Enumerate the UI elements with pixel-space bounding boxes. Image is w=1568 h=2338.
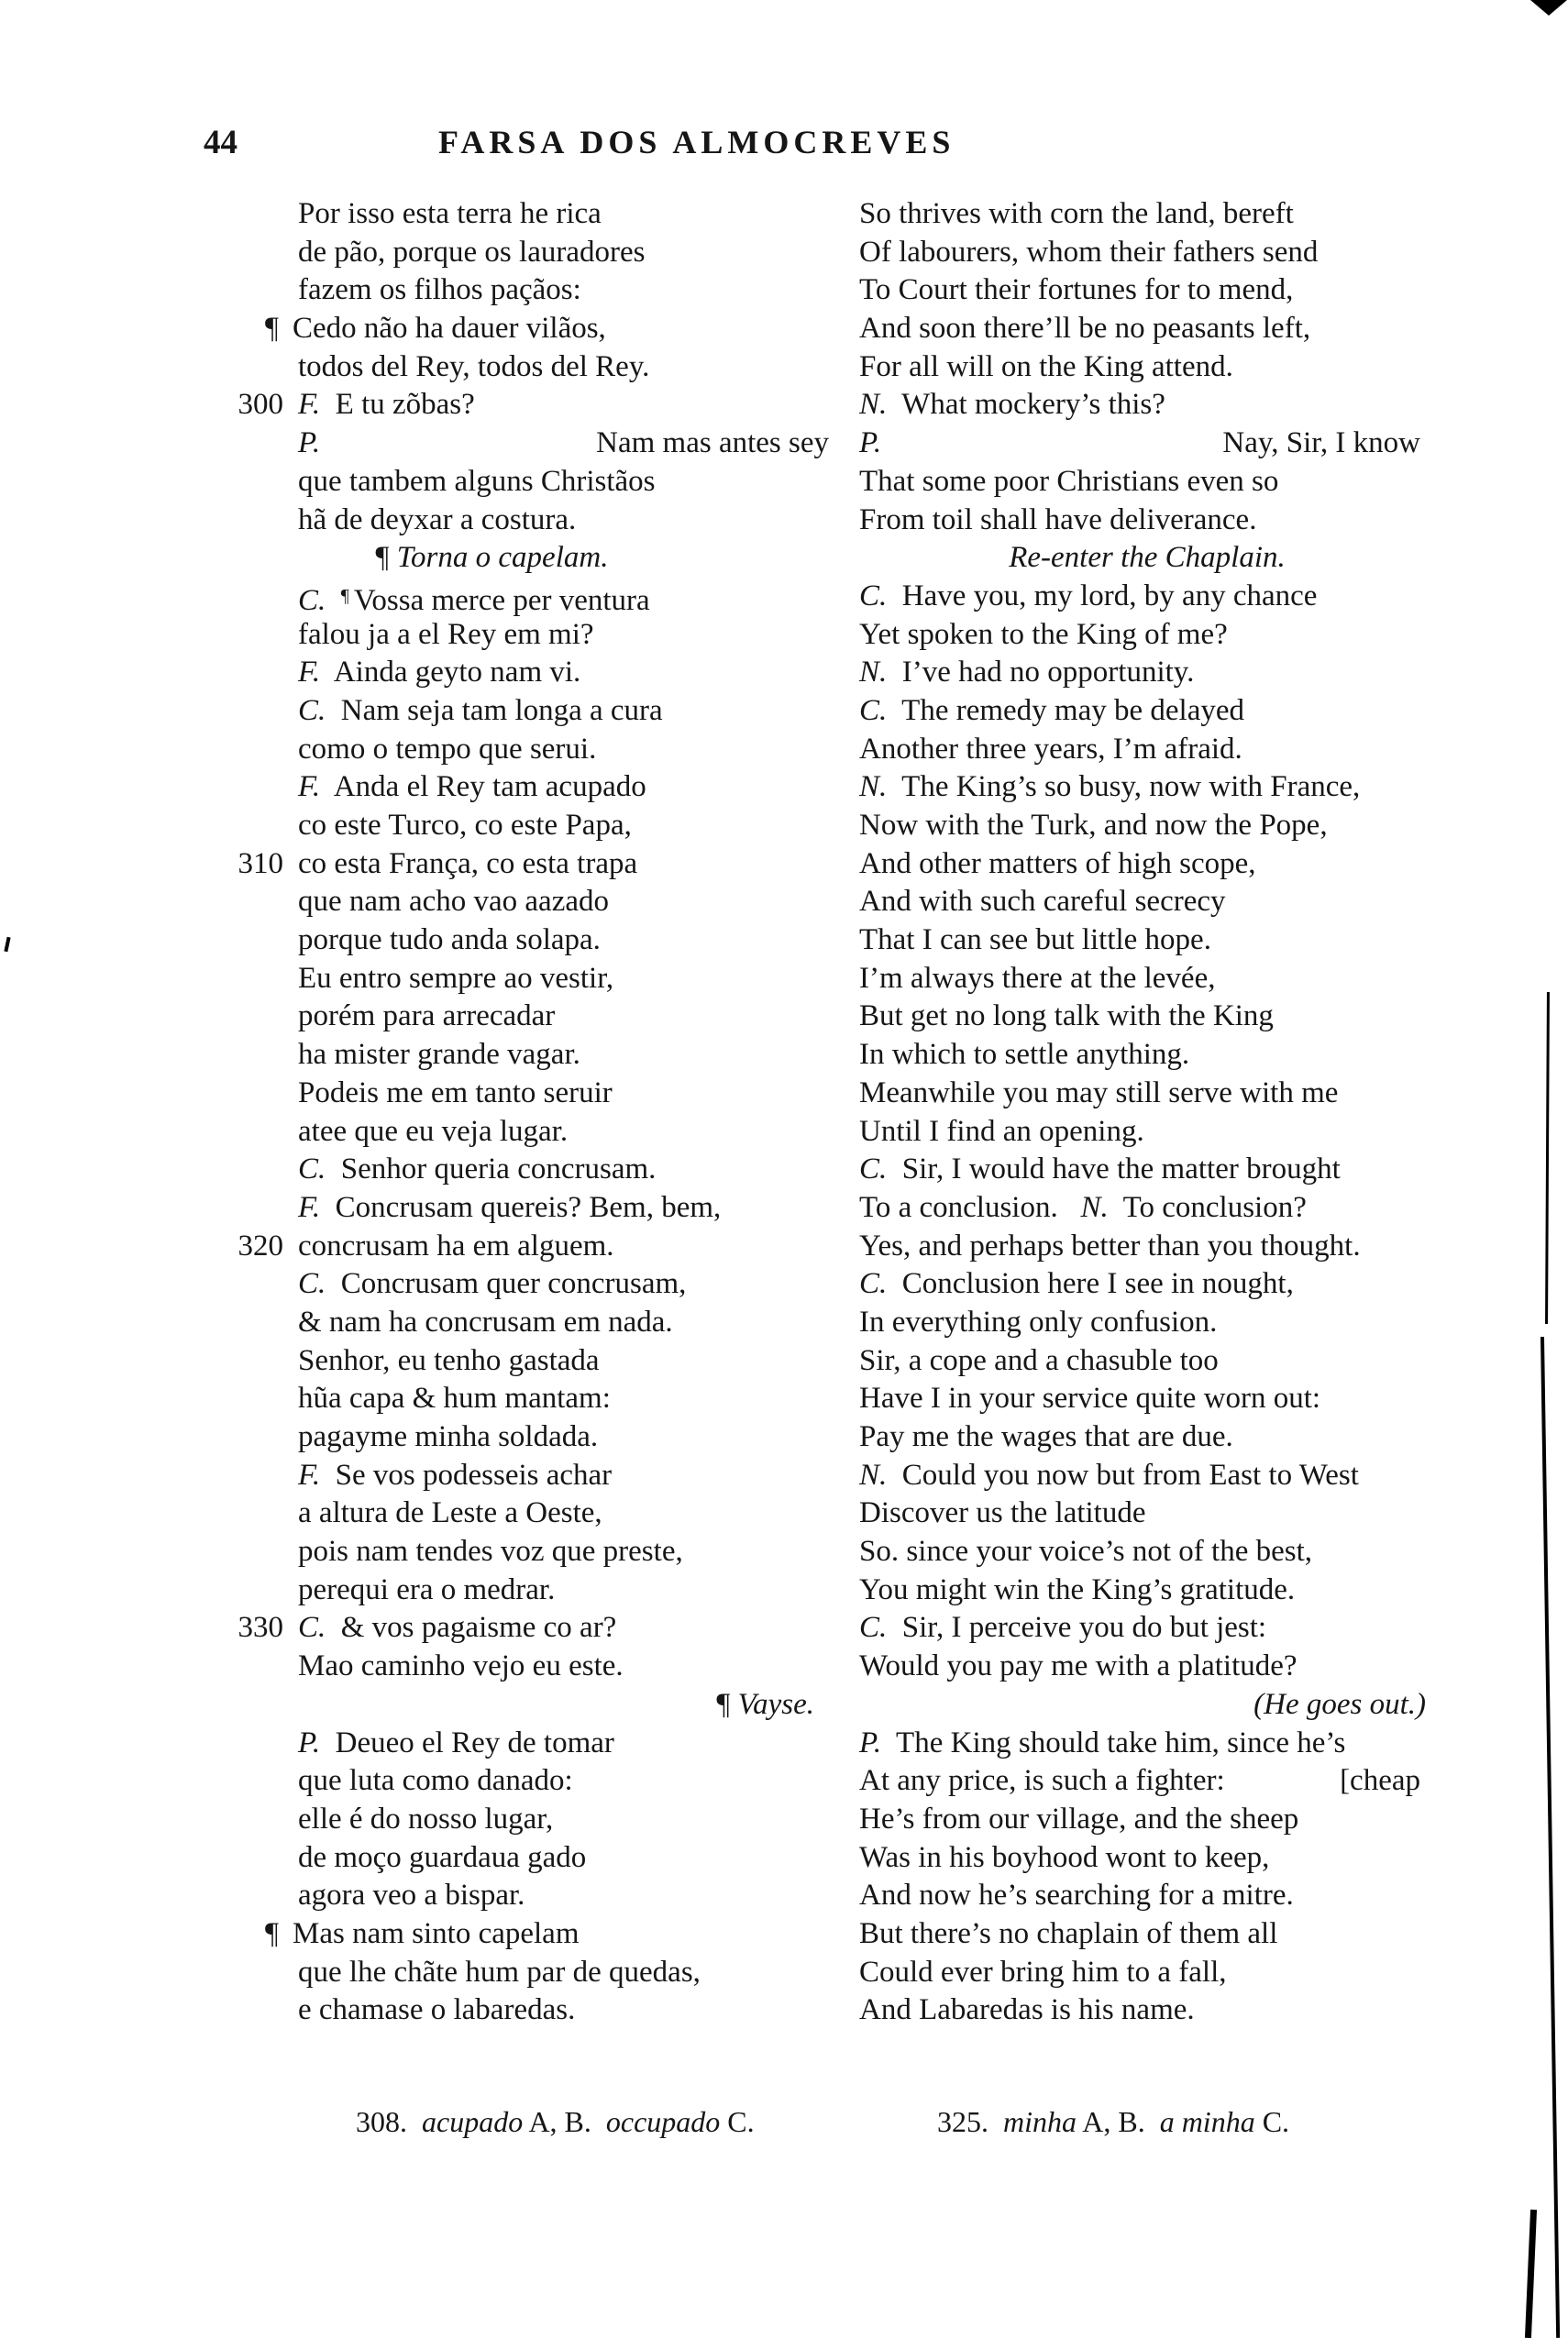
text-segment [407,2105,422,2138]
text-segment: Por isso esta terra he rica [298,197,602,230]
text-segment: Of labourers, whom their fathers send [859,235,1319,269]
text-segment: Torna o capelam. [396,541,609,575]
verse-line [259,731,833,769]
verse-line [259,1801,833,1839]
verse-line [859,386,1435,425]
verse-line [237,1609,833,1648]
text-segment: C. [298,1267,326,1301]
verse-line [259,1304,833,1342]
verse-line [259,1265,833,1304]
text-segment: C. [859,1267,888,1301]
text-segment: And soon there’ll be no peasants left, [859,312,1311,346]
text-segment: Nay, Sir, I know [1222,426,1420,460]
text-segment: N. [859,656,888,689]
text-segment [326,584,341,617]
verse-line [859,616,1435,655]
text-segment: That I can see but little hope. [859,923,1211,957]
stage-direction [259,539,833,578]
text-segment: Vayse. [737,1687,814,1721]
pilcrow-mark: ¶ [265,1916,279,1950]
text-segment: Another three years, I’m afraid. [859,732,1242,766]
verse-line [259,425,833,463]
verse-line [859,1991,1435,2030]
verse-line [859,502,1435,540]
text-segment: Anda el Rey tam acupado [320,770,646,804]
text-segment: P. [859,1726,882,1759]
scan-artifact-edge-line [1525,2210,1537,2338]
text-segment: And now he’s searching for a mitre. [859,1879,1294,1913]
verse-line [859,1075,1435,1113]
text-segment: Podeis me em tanto seruir [298,1075,613,1109]
text-segment: N. [859,770,888,804]
verse-line [259,1075,833,1113]
text-segment: Meanwhile you may still serve with me [859,1075,1339,1109]
line-start [859,1762,1225,1801]
verse-line [259,310,833,348]
verse-line [859,845,1435,884]
verse-line [259,1762,833,1801]
page-title: FARSA DOS ALMOCREVES [438,124,955,160]
verse-column-portuguese [237,195,833,2030]
line-start [859,425,881,463]
text-segment: You might win the King’s gratitude. [859,1572,1296,1606]
text-segment: Would you pay me with a platitude? [859,1649,1297,1683]
text-segment: & vos pagaisme co ar? [326,1611,617,1645]
verse-line [259,1151,833,1189]
text-segment: Discover us the latitude [859,1496,1146,1530]
page-number: 44 [204,124,237,161]
verse-line [259,921,833,960]
verse-line [859,1342,1435,1381]
stage-direction [859,1686,1435,1725]
text-segment: The King should take him, since he’s [881,1726,1346,1759]
text-segment: Re-enter the Chaplain. [1009,541,1286,575]
verse-line [859,1801,1435,1839]
text-segment: And with such careful secrecy [859,885,1226,919]
text-segment: Nam mas antes sey [596,426,829,460]
scan-artifact-corner-triangle [1530,0,1567,16]
text-segment: F. [298,388,321,422]
text-segment: He’s from our village, and the sheep [859,1802,1299,1836]
verse-line [259,692,833,731]
text-segment: Pay me the wages that are due. [859,1420,1233,1453]
verse-line [237,845,833,884]
verse-line [859,921,1435,960]
verse-line [259,502,833,540]
text-segment: Have I in your service quite worn out: [859,1382,1321,1416]
verse-line [859,195,1435,234]
text-segment: agora veo a bispar. [298,1879,525,1913]
text-segment: I’ve had no opportunity. [887,656,1195,689]
verse-line [259,654,833,692]
text-segment: Sir, I perceive you do but jest: [887,1611,1267,1645]
verse-line [259,1725,833,1763]
verse-line [259,1991,833,2030]
text-segment: And other matters of high scope, [859,846,1256,880]
text-segment: E tu zõbas? [320,388,475,422]
line-number: 330 [237,1611,283,1645]
verse-line [859,1457,1435,1495]
text-segment: P. [859,426,882,460]
text-segment: minha [1003,2105,1077,2138]
text-segment: concrusam ha em alguem. [298,1229,614,1263]
text-segment: C. [298,1611,326,1645]
verse-line [259,1494,833,1533]
text-segment: But there’s no chaplain of them all [859,1916,1278,1950]
text-segment: A, B. [1077,2105,1160,2138]
text-segment: At any price, is such a fighter: [859,1764,1225,1798]
verse-line [859,1648,1435,1686]
verse-line [859,1113,1435,1152]
verse-line [859,1839,1435,1878]
verse-line [259,1380,833,1418]
text-segment: And Labaredas is his name. [859,1993,1195,2027]
verse-line [259,234,833,272]
verse-line [259,768,833,807]
verse-line [859,654,1435,692]
stage-direction [259,1686,833,1725]
text-segment: ( [1253,1687,1264,1721]
text-segment: Could ever bring him to a fall, [859,1955,1227,1989]
verse-line [859,1725,1435,1763]
text-segment: The King’s so busy, now with France, [887,770,1361,804]
text-segment: fazem os filhos paçãos: [298,273,581,307]
verse-line [859,768,1435,807]
verse-line [859,1572,1435,1610]
text-segment: F. [298,1458,321,1492]
line-end [1222,425,1420,463]
scan-artifact-margin-tick [4,937,10,952]
verse-line [859,463,1435,502]
verse-line [259,195,833,234]
verse-line [859,692,1435,731]
text-segment: In everything only confusion. [859,1305,1218,1339]
text-segment: Yet spoken to the King of me? [859,617,1228,651]
text-segment: A, B. [523,2105,606,2138]
text-segment: Concrusam quer concrusam, [326,1267,687,1301]
verse-line [859,1533,1435,1572]
text-segment: N. [859,1458,888,1492]
text-segment: Cedo não ha dauer vilãos, [293,312,606,346]
verse-line [259,578,833,616]
verse-line [859,1380,1435,1418]
text-segment: ¶ [340,585,354,606]
line-end [596,425,829,463]
text-segment: C. [859,1611,888,1645]
verse-line [859,807,1435,845]
line-start [298,425,320,463]
text-segment: P. [298,1726,321,1759]
text-segment: C. [298,1152,326,1186]
text-segment: For all will on the King attend. [859,349,1233,383]
verse-line [859,1877,1435,1915]
text-segment: acupado [422,2105,524,2138]
text-segment: perequi era o medrar. [298,1572,556,1606]
text-segment: That some poor Christians even so [859,464,1279,498]
text-segment: From toil shall have deliverance. [859,502,1257,536]
verse-line [859,1228,1435,1266]
verse-line [259,348,833,387]
verse-line [859,271,1435,310]
verse-line [259,1418,833,1457]
text-segment: C. [298,693,326,727]
line-number: 320 [237,1229,283,1263]
text-segment: Se vos podesseis achar [320,1458,613,1492]
text-segment: Sir, a cope and a chasuble too [859,1343,1219,1377]
text-segment: todos del Rey, todos del Rey. [298,349,650,383]
verse-line [859,1954,1435,1992]
verse-line [259,1342,833,1381]
text-segment: So thrives with corn the land, bereft [859,197,1294,230]
text-segment: F. [298,1190,321,1224]
verse-line [859,348,1435,387]
text-segment: hã de deyxar a costura. [298,502,577,536]
verse-line [859,883,1435,921]
verse-line [259,1572,833,1610]
text-segment: He goes out. [1264,1687,1416,1721]
text-segment: ¶ [375,541,397,575]
verse-line [259,1915,833,1954]
verse-line [859,1304,1435,1342]
verse-line [259,1877,833,1915]
text-segment: In which to settle anything. [859,1038,1190,1072]
text-segment: como o tempo que serui. [298,732,597,766]
verse-line [859,234,1435,272]
verse-line [259,960,833,998]
text-segment: To a conclusion. [859,1190,1081,1224]
verse-line [859,1494,1435,1533]
text-segment: que nam acho vao aazado [298,885,609,919]
line-number: 310 [237,846,283,880]
text-segment: C. [298,583,326,617]
text-segment: Mao caminho vejo eu este. [298,1649,624,1683]
text-segment: I’m always there at the levée, [859,961,1216,995]
text-segment: Could you now but from East to West [887,1458,1359,1492]
verse-line [259,1533,833,1572]
verse-line [259,998,833,1036]
verse-line [259,1839,833,1878]
text-segment: que tambem alguns Christãos [298,464,656,498]
verse-line [259,616,833,655]
verse-line [859,960,1435,998]
pilcrow-mark: ¶ [265,312,279,346]
verse-line [859,998,1435,1036]
text-segment: Now with the Turk, and now the Pope, [859,809,1328,842]
text-segment: co este Turco, co este Papa, [298,809,632,842]
text-segment: porque tudo anda solapa. [298,923,601,957]
verse-line [259,1457,833,1495]
text-segment: e chamase o labaredas. [298,1993,576,2027]
text-segment: The remedy may be delayed [887,693,1244,727]
text-segment: a minha [1159,2105,1255,2138]
verse-line [259,1954,833,1992]
text-segment: Was in his boyhood wont to keep, [859,1840,1270,1874]
verse-line [859,578,1435,616]
text-segment: What mockery’s this? [887,388,1165,422]
text-segment: 325. [937,2105,988,2138]
apparatus-note-325 [937,2105,1289,2139]
verse-line [859,1265,1435,1304]
text-segment: N. [859,388,888,422]
verse-line [259,1648,833,1686]
text-segment: F. [298,770,321,804]
verse-line [859,1151,1435,1189]
text-segment: P. [298,426,321,460]
text-segment: de pão, porque os lauradores [298,235,646,269]
text-segment: ¶ [716,1687,738,1721]
verse-line [259,1036,833,1075]
verse-line [259,1113,833,1152]
text-segment: So. since your voice’s not of the best, [859,1535,1313,1569]
verse-line [259,1189,833,1228]
text-segment: falou ja a el Rey em mi? [298,617,594,651]
text-segment: Vossa merce per ventura [353,583,650,617]
text-segment: C. [859,579,888,612]
stage-direction [859,539,1435,578]
text-segment: ha mister grande vagar. [298,1038,580,1072]
verse-line [859,1036,1435,1075]
apparatus-note-308 [356,2105,755,2139]
text-segment: Sir, I would have the matter brought [887,1152,1341,1186]
text-segment: pois nam tendes voz que preste, [298,1535,683,1569]
text-segment: But get no long talk with the King [859,999,1274,1033]
text-segment: co esta França, co esta trapa [298,846,638,880]
text-segment: Deueo el Rey de tomar [320,1726,614,1759]
text-segment: C. [859,1152,888,1186]
verse-line [859,425,1435,463]
text-segment: Senhor queria concrusam. [326,1152,657,1186]
verse-line [859,1609,1435,1648]
text-segment: To Court their fortunes for to mend, [859,273,1294,307]
text-segment: a altura de Leste a Oeste, [298,1496,602,1530]
text-segment: [cheap [1340,1764,1420,1798]
text-segment: ) [1416,1687,1426,1721]
verse-line [259,463,833,502]
verse-line [259,883,833,921]
text-segment: C. [859,693,888,727]
text-segment: que lhe chãte hum par de quedas, [298,1955,701,1989]
verse-line [237,1228,833,1266]
text-segment [988,2105,1003,2138]
text-segment: de moço guardaua gado [298,1840,587,1874]
text-segment: porém para arrecadar [298,999,556,1033]
text-segment: Nam seja tam longa a cura [326,693,663,727]
verse-line [859,1418,1435,1457]
text-segment: F. [298,656,321,689]
text-segment: Yes, and perhaps better than you thought. [859,1229,1361,1263]
text-segment: occupado [605,2105,721,2138]
verse-line [859,731,1435,769]
text-segment: que luta como danado: [298,1764,573,1798]
text-segment: N. [1080,1190,1109,1224]
text-segment: 308. [356,2105,407,2138]
verse-column-english [859,195,1435,2030]
text-segment: Until I find an opening. [859,1114,1144,1148]
text-segment: hũa capa & hum mantam: [298,1382,611,1416]
text-segment: elle é do nosso lugar, [298,1802,554,1836]
verse-line [259,271,833,310]
text-segment: pagayme minha soldada. [298,1420,599,1453]
scan-artifact-edge-line [1545,992,1550,1324]
verse-line [259,807,833,845]
line-end [1340,1762,1420,1801]
text-segment: To conclusion? [1108,1190,1307,1224]
verse-line [859,1915,1435,1954]
verse-line [859,1762,1435,1801]
text-segment: Eu entro sempre ao vestir, [298,961,614,995]
text-segment: C. [720,2105,755,2138]
text-segment: Senhor, eu tenho gastada [298,1343,600,1377]
verse-line [859,1189,1435,1228]
verse-line [859,310,1435,348]
text-segment: Mas nam sinto capelam [293,1916,580,1950]
line-number: 300 [237,388,283,422]
verse-line [237,386,833,425]
text-segment: Conclusion here I see in nought, [887,1267,1294,1301]
scan-artifact-edge-line [1540,1337,1560,2338]
text-segment: Concrusam quereis? Bem, bem, [320,1190,722,1224]
text-segment: Ainda geyto nam vi. [320,656,581,689]
text-segment: atee que eu veja lugar. [298,1114,569,1148]
text-segment: Have you, my lord, by any chance [887,579,1318,612]
text-segment: C. [1254,2105,1290,2138]
text-segment: & nam ha concrusam em nada. [298,1305,673,1339]
